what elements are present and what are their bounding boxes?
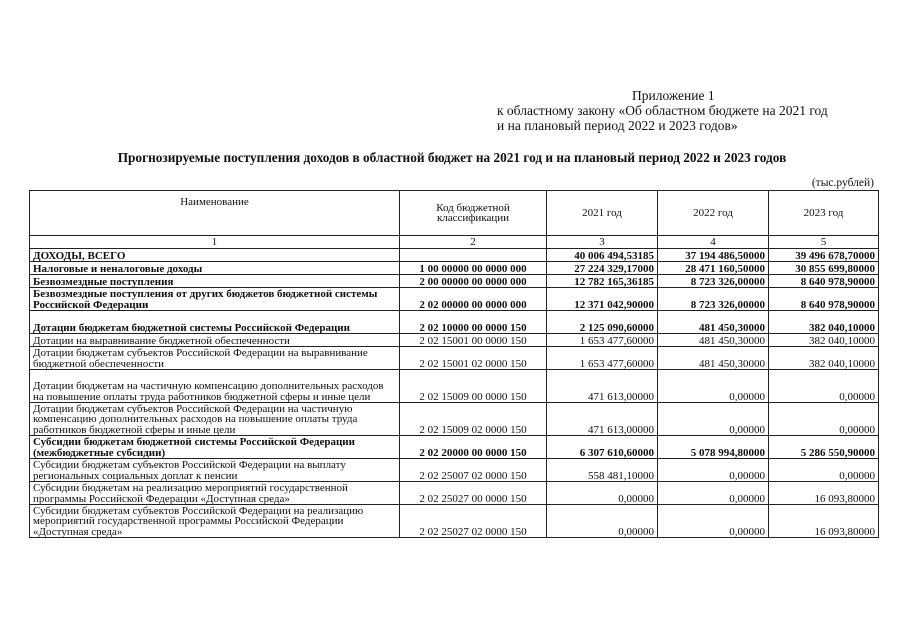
table-row: [30, 459, 879, 482]
table-row: [30, 275, 879, 288]
header-2021: 2021 год: [547, 191, 658, 236]
row-name: Субсидии бюджетам субъектов Российской Федерации на выплату региональных социальных доплат к пенсии: [30, 459, 400, 482]
row-code: 2 02 15001 00 0000 150: [400, 334, 547, 347]
appendix-line-2: к областному закону «Об областном бюджете на 2021 год: [497, 103, 828, 118]
row-value-2023: 8 640 978,90000: [769, 288, 879, 311]
row-name: Налоговые и неналоговые доходы: [30, 262, 400, 275]
appendix-line-3: и на плановый период 2022 и 2023 годов»: [497, 118, 738, 133]
row-name: Дотации бюджетам субъектов Российской Федерации на выравнивание бюджетной обеспеченности: [30, 347, 400, 370]
table-row: [30, 249, 879, 262]
table-row: [30, 347, 879, 370]
row-value-2023: 0,00000: [769, 370, 879, 403]
row-name: Дотации на выравнивание бюджетной обеспеченности: [30, 334, 400, 347]
column-number: 2: [400, 236, 547, 249]
row-code: 1 00 00000 00 0000 000: [400, 262, 547, 275]
table-row: [30, 482, 879, 505]
table-row: [30, 262, 879, 275]
row-value-2022: 0,00000: [658, 505, 769, 538]
header-code: Код бюджетной классификации: [400, 191, 547, 236]
row-value-2022: 0,00000: [658, 370, 769, 403]
header-2023: 2023 год: [769, 191, 879, 236]
units-label: (тыс.рублей): [811, 177, 874, 189]
row-code: 2 02 10000 00 0000 150: [400, 311, 547, 334]
row-value-2023: 0,00000: [769, 403, 879, 436]
row-value-2022: 481 450,30000: [658, 311, 769, 334]
row-value-2022: 481 450,30000: [658, 347, 769, 370]
row-code: 2 02 00000 00 0000 000: [400, 288, 547, 311]
row-code: 2 02 25027 00 0000 150: [400, 482, 547, 505]
row-name: Субсидии бюджетам субъектов Российской Федерации на реализацию мероприятий государственной программы Российской Федерации «Доступная среда»: [30, 505, 400, 538]
row-value-2023: 382 040,10000: [769, 347, 879, 370]
row-value-2021: 6 307 610,60000: [547, 436, 658, 459]
appendix-line-1: Приложение 1: [632, 88, 715, 103]
appendix-header: [497, 88, 887, 133]
row-value-2023: 5 286 550,90000: [769, 436, 879, 459]
row-value-2022: 37 194 486,50000: [658, 249, 769, 262]
column-number: 4: [658, 236, 769, 249]
row-value-2023: 382 040,10000: [769, 311, 879, 334]
row-value-2021: 471 613,00000: [547, 370, 658, 403]
row-name: Субсидии бюджетам на реализацию мероприятий государственной программы Российской Федерации «Доступная среда»: [30, 482, 400, 505]
row-value-2023: 30 855 699,80000: [769, 262, 879, 275]
row-name: Безвозмездные поступления от других бюджетов бюджетной системы Российской Федерации: [30, 288, 400, 311]
revenue-table: [29, 190, 879, 538]
column-number-row: [30, 236, 879, 249]
row-code: 2 02 20000 00 0000 150: [400, 436, 547, 459]
row-code: [400, 249, 547, 262]
row-value-2023: 382 040,10000: [769, 334, 879, 347]
row-value-2021: 12 371 042,90000: [547, 288, 658, 311]
row-value-2022: 5 078 994,80000: [658, 436, 769, 459]
row-value-2023: 16 093,80000: [769, 482, 879, 505]
row-code: 2 00 00000 00 0000 000: [400, 275, 547, 288]
row-value-2021: 558 481,10000: [547, 459, 658, 482]
row-value-2022: 8 723 326,00000: [658, 275, 769, 288]
row-name: Дотации бюджетам субъектов Российской Федерации на частичную компенсацию дополнительных расходов на повышение оплаты труда работников бюджетной сферы и иные цели: [30, 403, 400, 436]
row-value-2021: 1 653 477,60000: [547, 334, 658, 347]
row-value-2022: 28 471 160,50000: [658, 262, 769, 275]
row-code: 2 02 25007 02 0000 150: [400, 459, 547, 482]
table-row: [30, 334, 879, 347]
row-code: 2 02 15001 02 0000 150: [400, 347, 547, 370]
header-name: Наименование: [30, 191, 400, 236]
row-name: Дотации бюджетам бюджетной системы Российской Федерации: [30, 311, 400, 334]
row-value-2021: 27 224 329,17000: [547, 262, 658, 275]
column-number: 1: [30, 236, 400, 249]
row-value-2021: 0,00000: [547, 505, 658, 538]
row-value-2022: 481 450,30000: [658, 334, 769, 347]
row-code: 2 02 25027 02 0000 150: [400, 505, 547, 538]
table-row: [30, 436, 879, 459]
row-code: 2 02 15009 02 0000 150: [400, 403, 547, 436]
table-header-row: [30, 191, 879, 236]
table-row: [30, 370, 879, 403]
row-value-2021: 1 653 477,60000: [547, 347, 658, 370]
row-value-2023: 8 640 978,90000: [769, 275, 879, 288]
header-2022: 2022 год: [658, 191, 769, 236]
row-value-2022: 0,00000: [658, 403, 769, 436]
column-number: 5: [769, 236, 879, 249]
row-value-2021: 12 782 165,36185: [547, 275, 658, 288]
row-name: Субсидии бюджетам бюджетной системы Российской Федерации (межбюджетные субсидии): [30, 436, 400, 459]
row-value-2022: 0,00000: [658, 459, 769, 482]
row-code: 2 02 15009 00 0000 150: [400, 370, 547, 403]
table-row: [30, 505, 879, 538]
table-row: [30, 311, 879, 334]
row-value-2022: 0,00000: [658, 482, 769, 505]
table-row: [30, 288, 879, 311]
row-value-2023: 0,00000: [769, 459, 879, 482]
row-value-2023: 16 093,80000: [769, 505, 879, 538]
row-value-2023: 39 496 678,70000: [769, 249, 879, 262]
column-number: 3: [547, 236, 658, 249]
row-value-2021: 40 006 494,53185: [547, 249, 658, 262]
row-name: Безвозмездные поступления: [30, 275, 400, 288]
document-title: Прогнозируемые поступления доходов в областной бюджет на 2021 год и на плановый период 2022 и 2023 годов: [117, 150, 787, 165]
row-value-2021: 0,00000: [547, 482, 658, 505]
row-value-2022: 8 723 326,00000: [658, 288, 769, 311]
row-name: Дотации бюджетам на частичную компенсацию дополнительных расходов на повышение оплаты труда работников бюджетной сферы и иные цели: [30, 370, 400, 403]
table-row: [30, 403, 879, 436]
row-value-2021: 2 125 090,60000: [547, 311, 658, 334]
row-name: ДОХОДЫ, ВСЕГО: [30, 249, 400, 262]
row-value-2021: 471 613,00000: [547, 403, 658, 436]
